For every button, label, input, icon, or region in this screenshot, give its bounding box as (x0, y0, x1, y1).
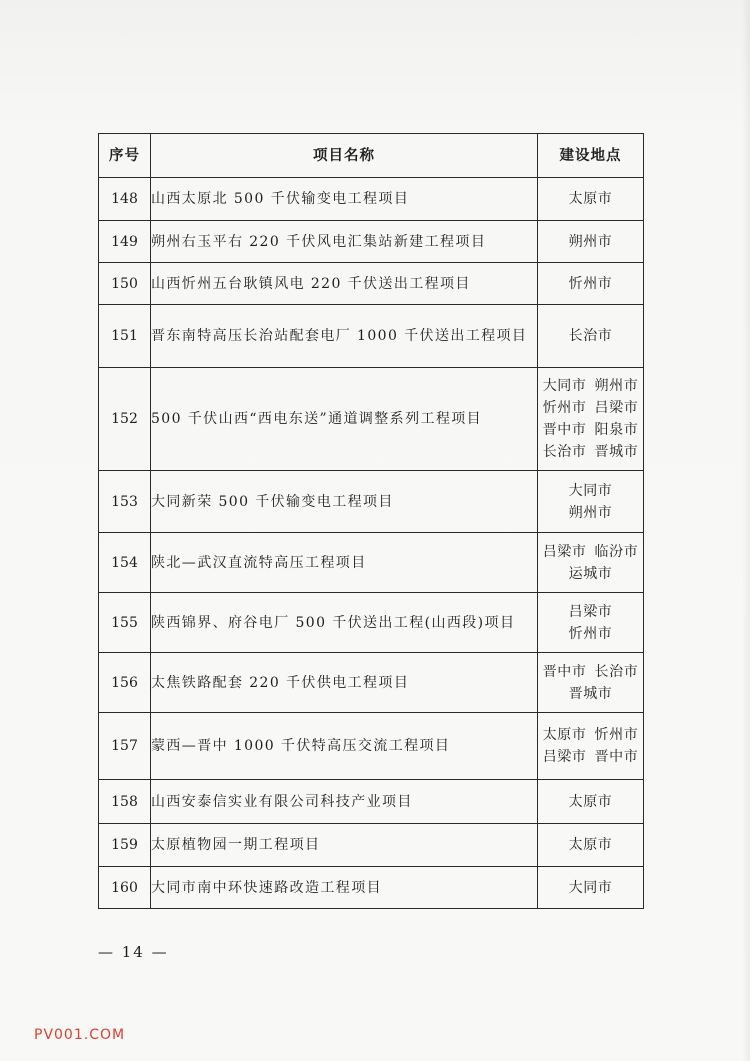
location-line (538, 397, 643, 419)
location-line (538, 724, 643, 746)
location-city: 吕梁市 (542, 543, 587, 560)
location-city: 晋中市 (542, 422, 587, 438)
location-city: 朔州市 (568, 233, 613, 250)
location-city: 大同市 (568, 482, 613, 499)
location-city: 运城市 (568, 565, 613, 582)
row-number: 155 (99, 593, 151, 653)
table-row (99, 533, 644, 593)
project-location (538, 263, 644, 305)
location-line (538, 325, 643, 347)
project-name: 山西太原北 500 千伏输变电工程项目 (151, 178, 538, 221)
table-body (99, 178, 644, 909)
location-line (538, 375, 643, 397)
location-line (538, 683, 643, 705)
location-city: 忻州市 (568, 275, 613, 292)
location-city: 朔州市 (568, 504, 613, 521)
project-name: 大同新荣 500 千伏输变电工程项目 (151, 471, 538, 533)
table-row (99, 653, 644, 713)
project-location (538, 178, 644, 221)
location-city: 晋中市 (542, 663, 587, 680)
table-row (99, 867, 644, 909)
location-line (538, 231, 643, 253)
location-city: 晋城市 (568, 685, 613, 702)
location-line (538, 746, 643, 768)
location-line (538, 623, 643, 645)
location-line (538, 791, 643, 813)
location-line (538, 834, 643, 856)
project-location (538, 305, 644, 368)
location-city: 忻州市 (594, 727, 639, 743)
table-row (99, 368, 644, 471)
project-name: 大同市南中环快速路改造工程项目 (151, 867, 538, 909)
row-number: 153 (99, 471, 151, 533)
project-name: 山西忻州五台耿镇风电 220 千伏送出工程项目 (151, 263, 538, 305)
row-number: 159 (99, 824, 151, 867)
location-city: 大同市 (568, 879, 613, 896)
location-line (538, 502, 643, 524)
location-city: 忻州市 (568, 625, 613, 642)
location-line (538, 441, 643, 463)
project-location (538, 713, 644, 780)
project-name: 朔州右玉平右 220 千伏风电汇集站新建工程项目 (151, 221, 538, 263)
location-city: 晋城市 (594, 444, 639, 460)
location-city: 阳泉市 (594, 422, 639, 438)
row-number: 160 (99, 867, 151, 909)
location-line (538, 661, 643, 683)
location-line (538, 419, 643, 441)
location-city: 长治市 (542, 444, 587, 460)
project-name: 晋东南特高压长治站配套电厂 1000 千伏送出工程项目 (151, 305, 538, 368)
table-row (99, 824, 644, 867)
table-row (99, 305, 644, 368)
header-name: 项目名称 (151, 134, 538, 178)
row-number: 148 (99, 178, 151, 221)
project-location (538, 221, 644, 263)
project-name: 山西安泰信实业有限公司科技产业项目 (151, 780, 538, 824)
project-name: 太原植物园一期工程项目 (151, 824, 538, 867)
table-row (99, 593, 644, 653)
location-line (538, 188, 643, 210)
location-line (538, 877, 643, 899)
header-num: 序号 (99, 134, 151, 178)
project-location (538, 471, 644, 533)
project-name: 太焦铁路配套 220 千伏供电工程项目 (151, 653, 538, 713)
location-city: 长治市 (594, 663, 639, 680)
location-city: 长治市 (568, 328, 613, 344)
location-city: 朔州市 (594, 378, 639, 394)
location-city: 太原市 (568, 837, 613, 853)
project-location (538, 653, 644, 713)
table-row (99, 221, 644, 263)
header-location: 建设地点 (538, 134, 644, 178)
page-number: — 14 — (98, 943, 169, 961)
location-city: 太原市 (568, 793, 613, 810)
project-location (538, 824, 644, 867)
page-edge-shadow (742, 0, 750, 1061)
location-line (538, 541, 643, 563)
project-name: 500 千伏山西“西电东送”通道调整系列工程项目 (151, 368, 538, 471)
row-number: 150 (99, 263, 151, 305)
row-number: 154 (99, 533, 151, 593)
location-city: 临汾市 (594, 543, 639, 560)
location-city: 吕梁市 (568, 603, 613, 620)
location-line (538, 273, 643, 295)
table-header-row (99, 134, 644, 178)
project-location (538, 593, 644, 653)
location-city: 忻州市 (542, 400, 587, 416)
project-name: 陕北—武汉直流特高压工程项目 (151, 533, 538, 593)
row-number: 149 (99, 221, 151, 263)
table-row (99, 713, 644, 780)
watermark: PV001.COM (34, 1027, 126, 1043)
table-row (99, 263, 644, 305)
project-location (538, 867, 644, 909)
location-line (538, 480, 643, 502)
row-number: 152 (99, 368, 151, 471)
project-name: 陕西锦界、府谷电厂 500 千伏送出工程(山西段)项目 (151, 593, 538, 653)
table-row (99, 471, 644, 533)
row-number: 156 (99, 653, 151, 713)
project-location (538, 780, 644, 824)
location-line (538, 601, 643, 623)
location-city: 大同市 (542, 378, 587, 394)
location-city: 吕梁市 (594, 400, 639, 416)
project-location (538, 533, 644, 593)
location-city: 吕梁市 (542, 749, 587, 765)
location-city: 太原市 (568, 191, 613, 207)
row-number: 157 (99, 713, 151, 780)
project-table (98, 133, 644, 909)
project-location (538, 368, 644, 471)
project-name: 蒙西—晋中 1000 千伏特高压交流工程项目 (151, 713, 538, 780)
table-row (99, 178, 644, 221)
row-number: 151 (99, 305, 151, 368)
location-city: 太原市 (542, 727, 587, 743)
row-number: 158 (99, 780, 151, 824)
location-city: 晋中市 (594, 749, 639, 765)
table-row (99, 780, 644, 824)
location-line (538, 563, 643, 585)
